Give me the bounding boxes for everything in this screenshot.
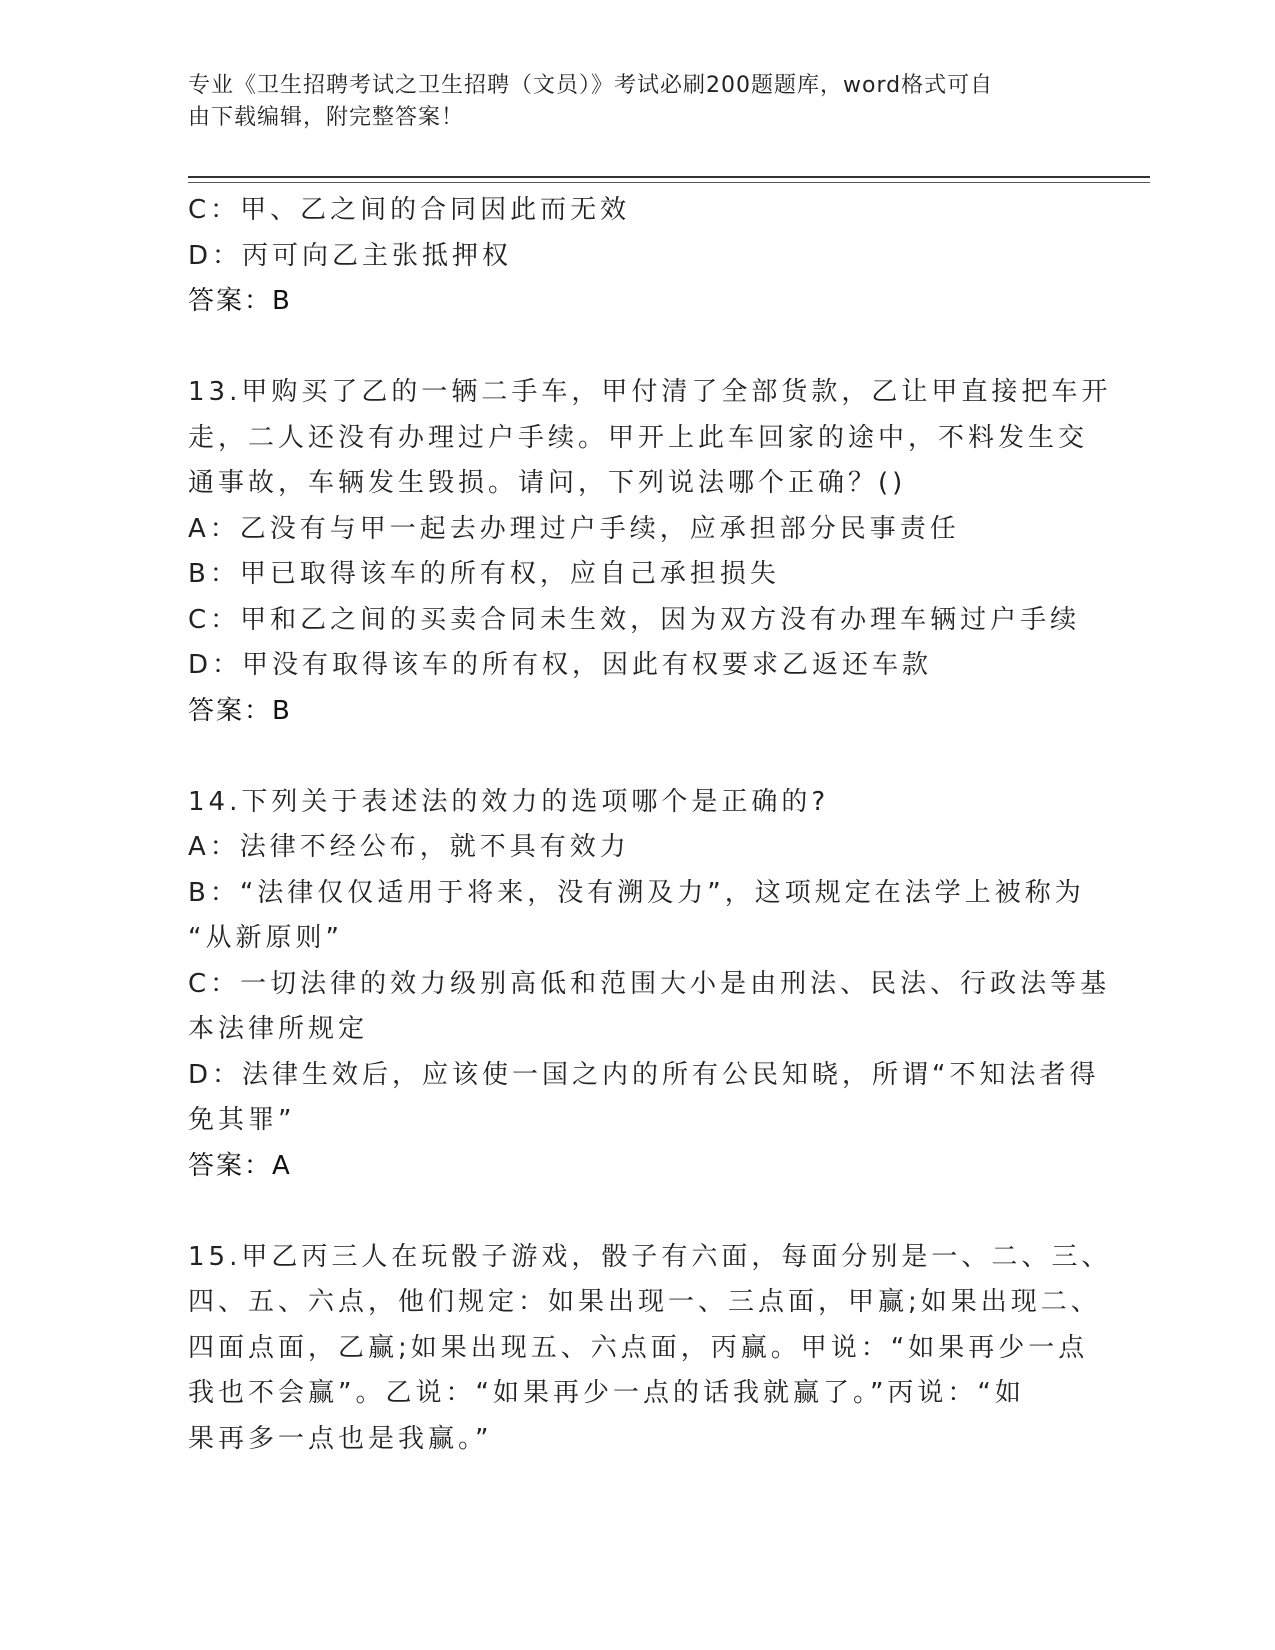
option-b-line-2: “从新原则”: [188, 923, 343, 953]
option-c: C：甲、乙之间的合同因此而无效: [188, 195, 631, 225]
question-15-text-line-3: 四面点面，乙赢;如果出现五、六点面，丙赢。甲说：“如果再少一点: [188, 1332, 1089, 1363]
answer-line: 答案：B: [188, 286, 292, 316]
question-14-text-line-1: 14.下列关于表述法的效力的选项哪个是正确的?: [188, 786, 830, 817]
option-d: D：甲没有取得该车的所有权，因此有权要求乙返还车款: [188, 650, 933, 680]
option-b: B：甲已取得该车的所有权，应自己承担损失: [188, 559, 780, 589]
option-d: D：丙可向乙主张抵押权: [188, 240, 513, 271]
spacer: [188, 1189, 1088, 1235]
question-15-text-line-2: 四、五、六点，他们规定：如果出现一、三点面，甲赢;如果出现二、: [188, 1287, 1101, 1317]
spacer: [188, 734, 1088, 780]
option-a: A：法律不经公布，就不具有效力: [188, 832, 630, 862]
question-13-text-line-1: 13.甲购买了乙的一辆二手车，甲付清了全部货款，乙让甲直接把车开: [188, 377, 1112, 407]
document-header: [188, 70, 1068, 134]
option-d-line-2: 免其罪”: [188, 1105, 296, 1135]
question-13-text-line-2: 走，二人还没有办理过户手续。甲开上此车回家的途中，不料发生交: [188, 422, 1089, 453]
question-list: [188, 188, 1112, 1462]
question-15-text-line-1: 15.甲乙丙三人在玩骰子游戏，骰子有六面，每面分别是一、二、三、: [188, 1241, 1112, 1272]
spacer: [188, 325, 1088, 371]
header-title-line-1: 专业《卫生招聘考试之卫生招聘（文员）》考试必刷200题题库，word格式可自: [188, 73, 994, 98]
option-b-line-1: B：“法律仅仅适用于将来，没有溯及力”，这项规定在法学上被称为: [188, 877, 1085, 908]
question-15-text-line-5: 果再多一点也是我赢。”: [188, 1423, 493, 1454]
answer-line: 答案：A: [188, 1150, 292, 1181]
question-12-tail: [188, 188, 1088, 325]
question-15: [188, 1235, 1112, 1463]
header-divider-thick: [188, 176, 1150, 178]
option-c-line-1: C：一切法律的效力级别高低和范围大小是由刑法、民法、行政法等基: [188, 968, 1111, 999]
option-c: C：甲和乙之间的买卖合同未生效，因为双方没有办理车辆过户手续: [188, 604, 1081, 635]
answer-line: 答案：B: [188, 695, 292, 726]
header-title-line-2: 由下载编辑，附完整答案！: [188, 105, 465, 130]
option-a: A：乙没有与甲一起去办理过户手续，应承担部分民事责任: [188, 513, 960, 544]
question-15-text-line-4: 我也不会赢”。乙说：“如果再少一点的话我就赢了。”丙说：“如: [188, 1378, 1025, 1408]
question-13-text-line-3: 通事故，车辆发生毁损。请问，下列说法哪个正确？(): [188, 468, 907, 498]
option-c-line-2: 本法律所规定: [188, 1014, 369, 1044]
option-d-line-1: D：法律生效后，应该使一国之内的所有公民知晓，所谓“不知法者得: [188, 1059, 1100, 1090]
question-14: [188, 780, 1111, 1190]
header-divider-thin: [188, 182, 1150, 183]
question-13: [188, 370, 1112, 734]
